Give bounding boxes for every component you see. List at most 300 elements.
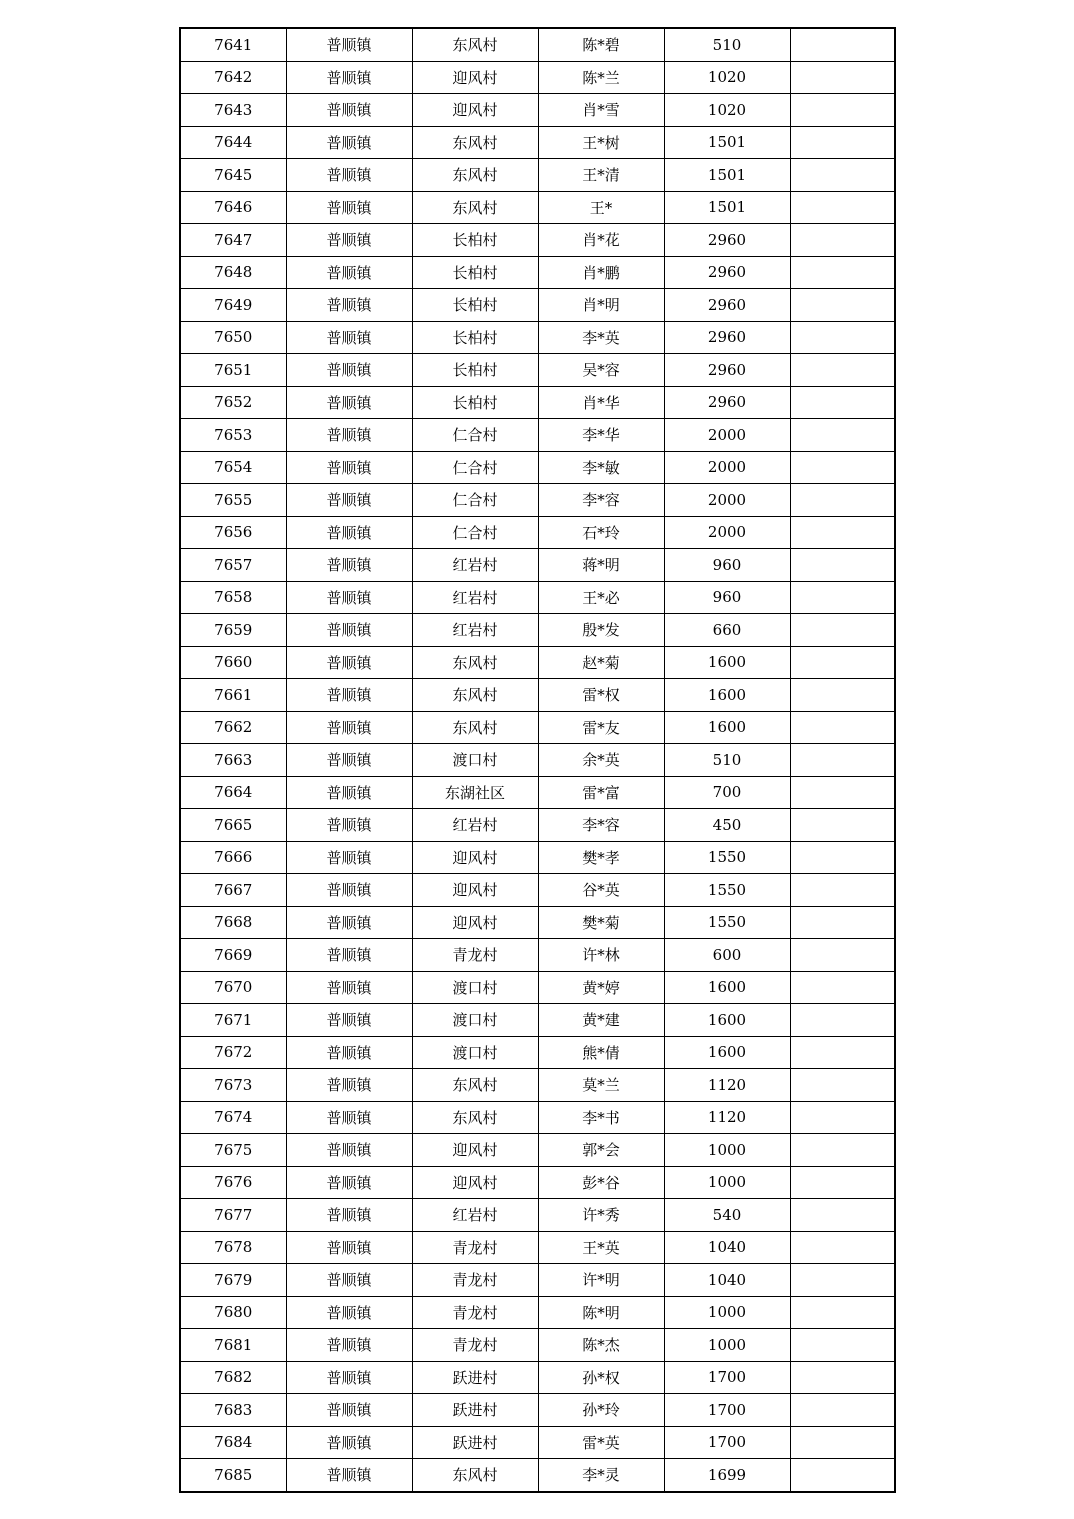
cell-town: 普顺镇 xyxy=(286,1296,412,1329)
cell-town: 普顺镇 xyxy=(286,1264,412,1297)
cell-village: 红岩村 xyxy=(412,581,538,614)
cell-note xyxy=(790,1231,895,1264)
cell-id: 7643 xyxy=(180,94,286,127)
cell-village: 青龙村 xyxy=(412,1231,538,1264)
cell-town: 普顺镇 xyxy=(286,1036,412,1069)
cell-id: 7655 xyxy=(180,484,286,517)
cell-village: 迎风村 xyxy=(412,841,538,874)
table-row xyxy=(180,516,895,549)
cell-village: 东风村 xyxy=(412,711,538,744)
cell-id: 7662 xyxy=(180,711,286,744)
cell-note xyxy=(790,28,895,61)
cell-amount: 1000 xyxy=(664,1166,790,1199)
table-row xyxy=(180,126,895,159)
cell-id: 7648 xyxy=(180,256,286,289)
cell-town: 普顺镇 xyxy=(286,549,412,582)
cell-amount: 1040 xyxy=(664,1231,790,1264)
table-row xyxy=(180,1264,895,1297)
cell-village: 东风村 xyxy=(412,191,538,224)
cell-note xyxy=(790,256,895,289)
cell-village: 东风村 xyxy=(412,679,538,712)
cell-village: 长柏村 xyxy=(412,224,538,257)
cell-id: 7650 xyxy=(180,321,286,354)
table-row xyxy=(180,1166,895,1199)
cell-note xyxy=(790,1426,895,1459)
cell-amount: 1600 xyxy=(664,711,790,744)
cell-name: 肖*雪 xyxy=(538,94,664,127)
cell-town: 普顺镇 xyxy=(286,809,412,842)
cell-note xyxy=(790,1004,895,1037)
cell-note xyxy=(790,1361,895,1394)
cell-note xyxy=(790,1036,895,1069)
cell-town: 普顺镇 xyxy=(286,1101,412,1134)
cell-note xyxy=(790,1329,895,1362)
cell-amount: 1600 xyxy=(664,1004,790,1037)
cell-name: 黄*建 xyxy=(538,1004,664,1037)
cell-id: 7677 xyxy=(180,1199,286,1232)
cell-id: 7669 xyxy=(180,939,286,972)
cell-note xyxy=(790,516,895,549)
cell-village: 东风村 xyxy=(412,1101,538,1134)
table-row xyxy=(180,289,895,322)
cell-id: 7679 xyxy=(180,1264,286,1297)
table-row xyxy=(180,28,895,61)
cell-id: 7668 xyxy=(180,906,286,939)
cell-name: 王*必 xyxy=(538,581,664,614)
cell-town: 普顺镇 xyxy=(286,614,412,647)
table-row xyxy=(180,256,895,289)
table-row xyxy=(180,744,895,777)
cell-amount: 1000 xyxy=(664,1296,790,1329)
cell-village: 东风村 xyxy=(412,1459,538,1492)
cell-note xyxy=(790,451,895,484)
cell-village: 青龙村 xyxy=(412,1296,538,1329)
cell-note xyxy=(790,1264,895,1297)
cell-name: 余*英 xyxy=(538,744,664,777)
cell-town: 普顺镇 xyxy=(286,1004,412,1037)
cell-village: 红岩村 xyxy=(412,1199,538,1232)
table-row xyxy=(180,1101,895,1134)
cell-name: 许*秀 xyxy=(538,1199,664,1232)
cell-id: 7684 xyxy=(180,1426,286,1459)
cell-town: 普顺镇 xyxy=(286,321,412,354)
cell-id: 7641 xyxy=(180,28,286,61)
table-row xyxy=(180,679,895,712)
table-row xyxy=(180,1329,895,1362)
cell-note xyxy=(790,971,895,1004)
cell-name: 黄*婷 xyxy=(538,971,664,1004)
cell-name: 许*明 xyxy=(538,1264,664,1297)
cell-town: 普顺镇 xyxy=(286,776,412,809)
cell-town: 普顺镇 xyxy=(286,711,412,744)
table-row xyxy=(180,386,895,419)
cell-name: 雷*英 xyxy=(538,1426,664,1459)
table-row xyxy=(180,874,895,907)
cell-town: 普顺镇 xyxy=(286,484,412,517)
cell-amount: 1550 xyxy=(664,874,790,907)
cell-amount: 1501 xyxy=(664,159,790,192)
cell-town: 普顺镇 xyxy=(286,126,412,159)
cell-note xyxy=(790,191,895,224)
cell-amount: 700 xyxy=(664,776,790,809)
cell-note xyxy=(790,94,895,127)
cell-village: 迎风村 xyxy=(412,874,538,907)
table-row xyxy=(180,1199,895,1232)
cell-id: 7646 xyxy=(180,191,286,224)
cell-name: 陈*明 xyxy=(538,1296,664,1329)
cell-town: 普顺镇 xyxy=(286,1329,412,1362)
cell-id: 7664 xyxy=(180,776,286,809)
table-row xyxy=(180,939,895,972)
table-row xyxy=(180,1459,895,1492)
cell-town: 普顺镇 xyxy=(286,61,412,94)
cell-town: 普顺镇 xyxy=(286,646,412,679)
cell-town: 普顺镇 xyxy=(286,1394,412,1427)
cell-note xyxy=(790,1134,895,1167)
cell-note xyxy=(790,224,895,257)
cell-village: 东风村 xyxy=(412,159,538,192)
table-row xyxy=(180,614,895,647)
cell-town: 普顺镇 xyxy=(286,224,412,257)
cell-name: 陈*碧 xyxy=(538,28,664,61)
table-row xyxy=(180,711,895,744)
cell-name: 李*容 xyxy=(538,809,664,842)
cell-id: 7653 xyxy=(180,419,286,452)
cell-id: 7683 xyxy=(180,1394,286,1427)
cell-amount: 960 xyxy=(664,581,790,614)
cell-town: 普顺镇 xyxy=(286,581,412,614)
cell-village: 青龙村 xyxy=(412,1329,538,1362)
cell-id: 7656 xyxy=(180,516,286,549)
cell-name: 李*华 xyxy=(538,419,664,452)
cell-id: 7663 xyxy=(180,744,286,777)
cell-name: 彭*谷 xyxy=(538,1166,664,1199)
cell-amount: 1700 xyxy=(664,1426,790,1459)
cell-note xyxy=(790,711,895,744)
cell-amount: 540 xyxy=(664,1199,790,1232)
cell-id: 7673 xyxy=(180,1069,286,1102)
cell-village: 东风村 xyxy=(412,1069,538,1102)
cell-name: 雷*权 xyxy=(538,679,664,712)
cell-note xyxy=(790,484,895,517)
cell-id: 7642 xyxy=(180,61,286,94)
cell-note xyxy=(790,1199,895,1232)
cell-village: 青龙村 xyxy=(412,1264,538,1297)
cell-town: 普顺镇 xyxy=(286,191,412,224)
cell-id: 7651 xyxy=(180,354,286,387)
cell-town: 普顺镇 xyxy=(286,256,412,289)
cell-name: 许*林 xyxy=(538,939,664,972)
cell-village: 渡口村 xyxy=(412,971,538,1004)
cell-name: 郭*会 xyxy=(538,1134,664,1167)
cell-id: 7657 xyxy=(180,549,286,582)
table-row xyxy=(180,1069,895,1102)
cell-amount: 2960 xyxy=(664,386,790,419)
cell-id: 7666 xyxy=(180,841,286,874)
cell-town: 普顺镇 xyxy=(286,1361,412,1394)
table-row xyxy=(180,1426,895,1459)
cell-town: 普顺镇 xyxy=(286,289,412,322)
cell-town: 普顺镇 xyxy=(286,94,412,127)
cell-amount: 2960 xyxy=(664,321,790,354)
cell-note xyxy=(790,321,895,354)
cell-amount: 510 xyxy=(664,744,790,777)
cell-amount: 1501 xyxy=(664,126,790,159)
cell-amount: 1600 xyxy=(664,646,790,679)
cell-village: 仁合村 xyxy=(412,451,538,484)
cell-amount: 2960 xyxy=(664,256,790,289)
cell-town: 普顺镇 xyxy=(286,744,412,777)
cell-id: 7671 xyxy=(180,1004,286,1037)
cell-town: 普顺镇 xyxy=(286,1069,412,1102)
table-row xyxy=(180,549,895,582)
cell-village: 红岩村 xyxy=(412,549,538,582)
table-body xyxy=(180,28,895,1492)
cell-note xyxy=(790,744,895,777)
cell-town: 普顺镇 xyxy=(286,419,412,452)
cell-town: 普顺镇 xyxy=(286,386,412,419)
cell-town: 普顺镇 xyxy=(286,516,412,549)
cell-note xyxy=(790,419,895,452)
cell-note xyxy=(790,1101,895,1134)
cell-village: 渡口村 xyxy=(412,1004,538,1037)
cell-note xyxy=(790,809,895,842)
cell-amount: 2000 xyxy=(664,419,790,452)
cell-town: 普顺镇 xyxy=(286,451,412,484)
cell-id: 7667 xyxy=(180,874,286,907)
table-row xyxy=(180,841,895,874)
cell-id: 7670 xyxy=(180,971,286,1004)
cell-village: 东风村 xyxy=(412,28,538,61)
cell-village: 渡口村 xyxy=(412,744,538,777)
cell-village: 迎风村 xyxy=(412,1134,538,1167)
cell-id: 7661 xyxy=(180,679,286,712)
cell-id: 7660 xyxy=(180,646,286,679)
cell-amount: 2960 xyxy=(664,289,790,322)
cell-village: 仁合村 xyxy=(412,516,538,549)
table-row xyxy=(180,1361,895,1394)
cell-name: 樊*孝 xyxy=(538,841,664,874)
cell-town: 普顺镇 xyxy=(286,874,412,907)
cell-note xyxy=(790,1459,895,1492)
cell-name: 雷*富 xyxy=(538,776,664,809)
cell-amount: 1501 xyxy=(664,191,790,224)
cell-town: 普顺镇 xyxy=(286,1166,412,1199)
cell-name: 熊*倩 xyxy=(538,1036,664,1069)
cell-name: 肖*明 xyxy=(538,289,664,322)
cell-amount: 1020 xyxy=(664,61,790,94)
table-row xyxy=(180,1231,895,1264)
cell-amount: 1120 xyxy=(664,1069,790,1102)
cell-id: 7682 xyxy=(180,1361,286,1394)
cell-note xyxy=(790,126,895,159)
cell-amount: 1550 xyxy=(664,906,790,939)
cell-amount: 2000 xyxy=(664,484,790,517)
cell-town: 普顺镇 xyxy=(286,906,412,939)
cell-village: 红岩村 xyxy=(412,809,538,842)
table-row xyxy=(180,451,895,484)
cell-amount: 510 xyxy=(664,28,790,61)
cell-id: 7685 xyxy=(180,1459,286,1492)
cell-name: 雷*友 xyxy=(538,711,664,744)
cell-town: 普顺镇 xyxy=(286,1231,412,1264)
cell-name: 肖*华 xyxy=(538,386,664,419)
cell-village: 跃进村 xyxy=(412,1361,538,1394)
table-row xyxy=(180,776,895,809)
cell-note xyxy=(790,549,895,582)
cell-amount: 1000 xyxy=(664,1329,790,1362)
cell-name: 莫*兰 xyxy=(538,1069,664,1102)
cell-town: 普顺镇 xyxy=(286,1134,412,1167)
cell-id: 7672 xyxy=(180,1036,286,1069)
cell-village: 渡口村 xyxy=(412,1036,538,1069)
cell-name: 王*树 xyxy=(538,126,664,159)
cell-id: 7681 xyxy=(180,1329,286,1362)
table-row xyxy=(180,224,895,257)
table-row xyxy=(180,321,895,354)
cell-amount: 1700 xyxy=(664,1361,790,1394)
cell-note xyxy=(790,159,895,192)
cell-name: 蒋*明 xyxy=(538,549,664,582)
cell-town: 普顺镇 xyxy=(286,28,412,61)
cell-amount: 1040 xyxy=(664,1264,790,1297)
cell-name: 樊*菊 xyxy=(538,906,664,939)
cell-note xyxy=(790,1069,895,1102)
cell-id: 7649 xyxy=(180,289,286,322)
table-row xyxy=(180,1004,895,1037)
cell-id: 7680 xyxy=(180,1296,286,1329)
cell-amount: 2960 xyxy=(664,354,790,387)
cell-name: 谷*英 xyxy=(538,874,664,907)
table-row xyxy=(180,354,895,387)
cell-amount: 1120 xyxy=(664,1101,790,1134)
table-row xyxy=(180,1134,895,1167)
table-row xyxy=(180,61,895,94)
cell-town: 普顺镇 xyxy=(286,354,412,387)
cell-id: 7674 xyxy=(180,1101,286,1134)
cell-id: 7675 xyxy=(180,1134,286,1167)
cell-village: 长柏村 xyxy=(412,289,538,322)
cell-id: 7647 xyxy=(180,224,286,257)
cell-name: 石*玲 xyxy=(538,516,664,549)
cell-name: 赵*菊 xyxy=(538,646,664,679)
cell-town: 普顺镇 xyxy=(286,1199,412,1232)
cell-name: 李*容 xyxy=(538,484,664,517)
cell-id: 7644 xyxy=(180,126,286,159)
cell-amount: 2960 xyxy=(664,224,790,257)
table-row xyxy=(180,646,895,679)
cell-name: 孙*玲 xyxy=(538,1394,664,1427)
table-row xyxy=(180,484,895,517)
cell-amount: 1550 xyxy=(664,841,790,874)
cell-note xyxy=(790,1296,895,1329)
cell-amount: 1600 xyxy=(664,971,790,1004)
cell-village: 长柏村 xyxy=(412,386,538,419)
cell-note xyxy=(790,646,895,679)
cell-id: 7665 xyxy=(180,809,286,842)
cell-name: 吴*容 xyxy=(538,354,664,387)
table-row xyxy=(180,581,895,614)
cell-town: 普顺镇 xyxy=(286,971,412,1004)
cell-amount: 450 xyxy=(664,809,790,842)
cell-village: 迎风村 xyxy=(412,1166,538,1199)
cell-village: 长柏村 xyxy=(412,354,538,387)
cell-amount: 2000 xyxy=(664,516,790,549)
cell-note xyxy=(790,1394,895,1427)
cell-name: 王*英 xyxy=(538,1231,664,1264)
cell-note xyxy=(790,874,895,907)
cell-village: 东风村 xyxy=(412,646,538,679)
table-row xyxy=(180,419,895,452)
cell-id: 7654 xyxy=(180,451,286,484)
cell-town: 普顺镇 xyxy=(286,1459,412,1492)
cell-village: 青龙村 xyxy=(412,939,538,972)
cell-note xyxy=(790,906,895,939)
table-row xyxy=(180,1036,895,1069)
cell-id: 7652 xyxy=(180,386,286,419)
cell-note xyxy=(790,614,895,647)
cell-name: 陈*兰 xyxy=(538,61,664,94)
cell-id: 7645 xyxy=(180,159,286,192)
cell-amount: 1020 xyxy=(664,94,790,127)
cell-id: 7678 xyxy=(180,1231,286,1264)
table-row xyxy=(180,809,895,842)
cell-amount: 660 xyxy=(664,614,790,647)
cell-note xyxy=(790,61,895,94)
cell-village: 迎风村 xyxy=(412,61,538,94)
cell-town: 普顺镇 xyxy=(286,159,412,192)
table-row xyxy=(180,94,895,127)
cell-name: 陈*杰 xyxy=(538,1329,664,1362)
cell-village: 长柏村 xyxy=(412,321,538,354)
cell-name: 李*书 xyxy=(538,1101,664,1134)
cell-village: 红岩村 xyxy=(412,614,538,647)
cell-village: 东湖社区 xyxy=(412,776,538,809)
cell-amount: 600 xyxy=(664,939,790,972)
cell-name: 李*敏 xyxy=(538,451,664,484)
cell-name: 李*英 xyxy=(538,321,664,354)
cell-amount: 1699 xyxy=(664,1459,790,1492)
cell-amount: 1600 xyxy=(664,1036,790,1069)
data-table xyxy=(179,27,896,1493)
table-row xyxy=(180,159,895,192)
cell-id: 7676 xyxy=(180,1166,286,1199)
cell-amount: 1700 xyxy=(664,1394,790,1427)
cell-amount: 960 xyxy=(664,549,790,582)
cell-name: 孙*权 xyxy=(538,1361,664,1394)
cell-note xyxy=(790,776,895,809)
cell-village: 仁合村 xyxy=(412,484,538,517)
cell-amount: 1600 xyxy=(664,679,790,712)
table-row xyxy=(180,1296,895,1329)
cell-id: 7659 xyxy=(180,614,286,647)
cell-note xyxy=(790,841,895,874)
cell-amount: 2000 xyxy=(664,451,790,484)
cell-town: 普顺镇 xyxy=(286,939,412,972)
cell-id: 7658 xyxy=(180,581,286,614)
cell-note xyxy=(790,679,895,712)
cell-village: 迎风村 xyxy=(412,94,538,127)
table-row xyxy=(180,971,895,1004)
cell-village: 东风村 xyxy=(412,126,538,159)
table-row xyxy=(180,191,895,224)
table-row xyxy=(180,906,895,939)
cell-name: 肖*花 xyxy=(538,224,664,257)
cell-note xyxy=(790,354,895,387)
cell-village: 长柏村 xyxy=(412,256,538,289)
cell-town: 普顺镇 xyxy=(286,841,412,874)
table-row xyxy=(180,1394,895,1427)
